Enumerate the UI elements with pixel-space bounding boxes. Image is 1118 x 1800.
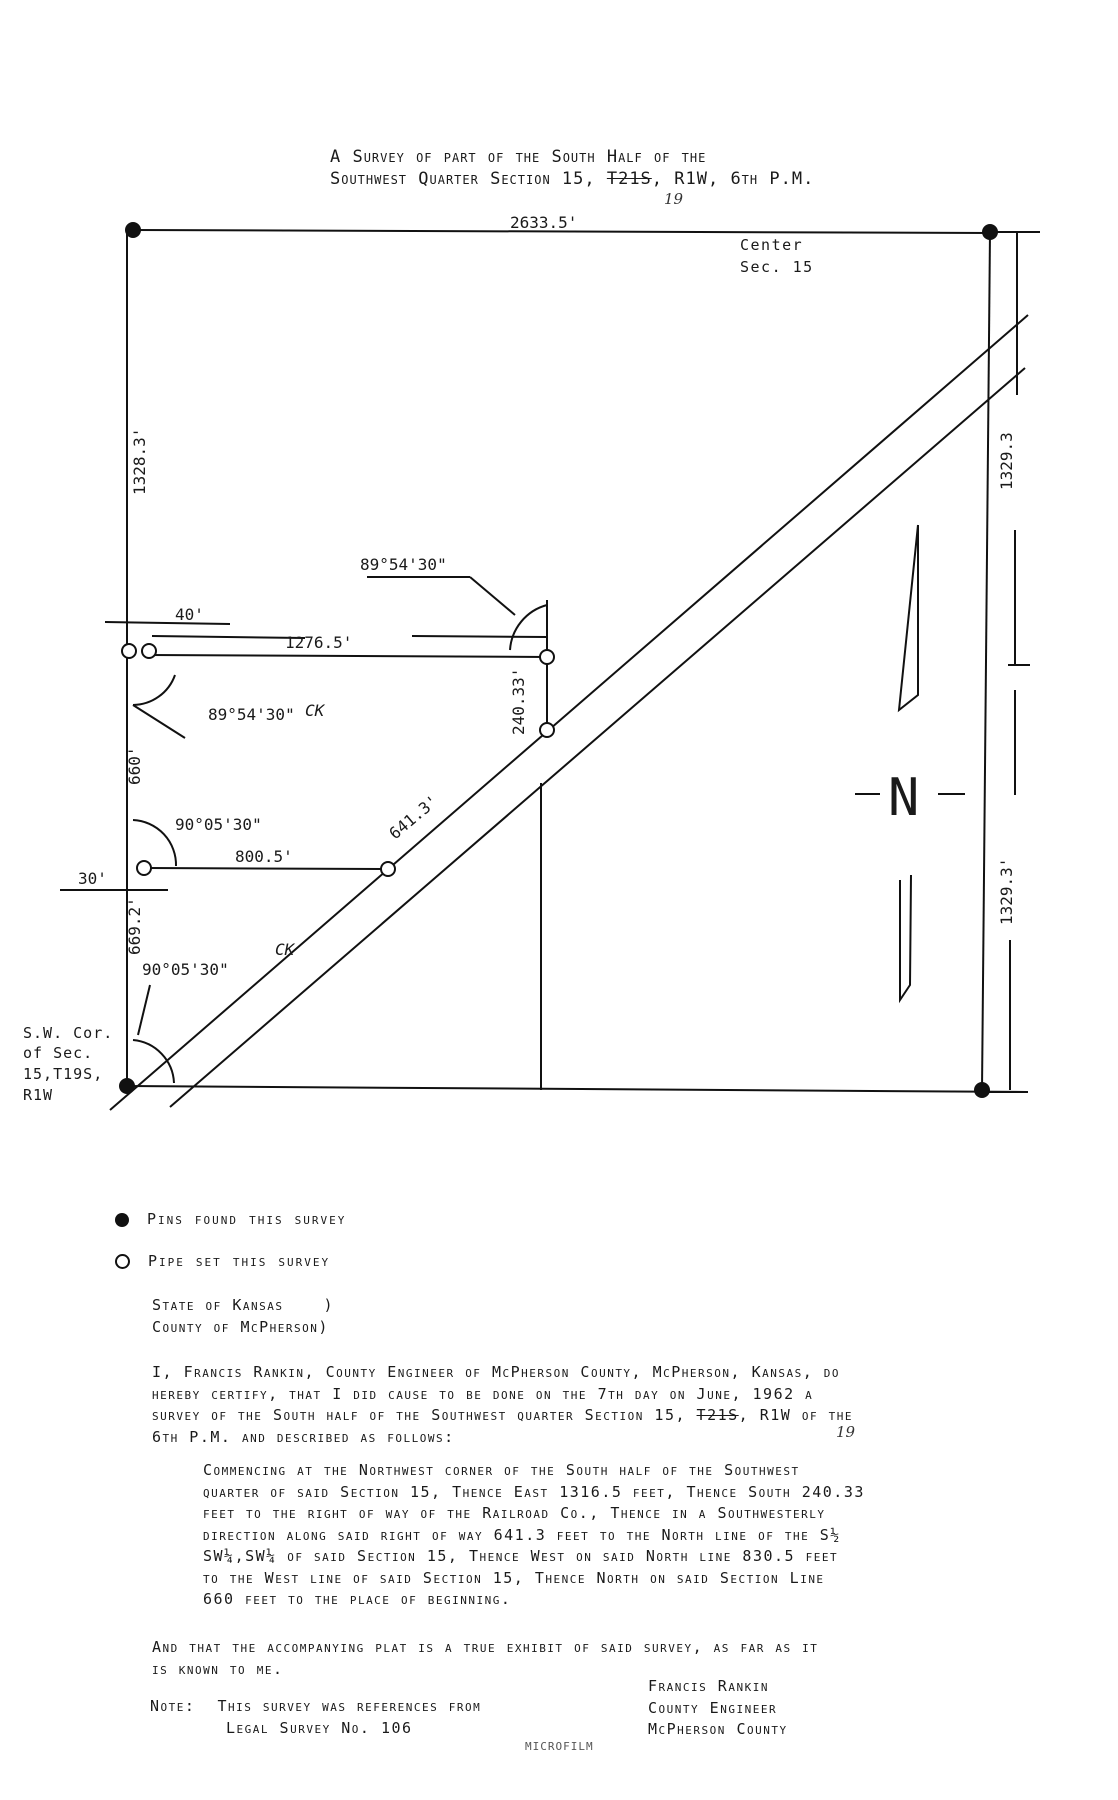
pin-se-corner [974,1082,990,1098]
signature-county: McPherson County [648,1720,788,1738]
description-line-5: SW¼,SW¼ of said Section 15, Thence West on said North line 830.5 feet [203,1547,839,1565]
pipe-s-row [381,862,395,876]
label-west-leg-lower: 669.2' [125,897,144,955]
title-line-1: A Survey of part of the South Half of the [330,147,707,167]
title-line-2-suffix: , R1W, 6th P.M. [651,169,815,189]
description-line-1: Commencing at the Northwest corner of the South half of the Southwest [203,1461,800,1479]
description-line-2: quarter of said Section 15, Thence East 1316.5 feet, Thence South 240.33 [203,1482,865,1501]
label-angle-mid: 90°05'30" [175,815,262,834]
dim-40-line [105,622,230,624]
label-north-arrow: N [888,768,920,828]
certificate-line-3a: survey of the South half of the Southwest quarter Section 15, [152,1406,697,1424]
label-west-leg-upper: 660' [125,746,144,785]
certificate-line-2 [152,1384,853,1406]
label-check-top: CK [305,701,325,720]
dim-1276-left [152,636,305,638]
note-line-1: This survey was references from [217,1697,482,1715]
pin-sw-corner [119,1078,135,1094]
closing-line-2: is known to me. [152,1659,284,1678]
label-offset-40: 40' [175,605,204,624]
north-arrow-head [899,525,918,710]
label-west-dimension: 1328.3' [130,427,149,495]
title-struck-township: T21S [606,169,652,189]
pipe-e-row [540,723,554,737]
pins-found [119,222,998,1098]
railroad-row-line-east [170,368,1025,1107]
label-east-upper: 1329.3 [997,432,1016,490]
certificate-line-2c: day on June, 1962 a [624,1384,814,1403]
tract-south-line [148,868,388,869]
label-offset-30: 30' [78,869,107,888]
label-top-dimension: 2633.5' [510,213,578,232]
angle-leader-top-left [133,705,185,738]
label-sw-corner-4: R1W [23,1086,54,1104]
certificate-line-1: I, Francis Rankin, County Engineer of McPherson County, McPherson, Kansas, do [152,1363,841,1381]
pipes-set [122,644,554,876]
note-label: Note: [150,1697,196,1715]
pipe-nw-b [142,644,156,658]
pipe-ne [540,650,554,664]
open-circle-icon [115,1254,130,1269]
pipe-nw-a [122,644,136,658]
description-block [203,1460,865,1611]
description-line-6: to the West line of said Section 15, Thence North on said Section Line [203,1568,825,1587]
label-center-2: Sec. 15 [740,258,814,276]
title-line-2-prefix: Southwest Quarter Section 15, [330,169,607,189]
angle-arc-top-left [133,675,175,705]
label-railroad-leg: 641.3' [385,791,442,844]
label-angle-top-left: 89°54'30" [208,705,295,724]
label-north-line: 1276.5' [285,633,353,652]
certificate-line-4: 6th P.M. and described as follows: [152,1427,455,1446]
closing-block [152,1637,818,1680]
title-township-correction: 19 [664,190,684,208]
tract-north-line [148,655,547,657]
angle-arc-mid [133,820,176,866]
label-sw-corner-2: of Sec. [23,1044,94,1062]
closing-line-1: And that the accompanying plat is a true exhibit of said survey, as far as it [152,1638,819,1656]
north-arrow [855,525,965,1000]
label-check-bottom: CK [275,940,295,959]
legend-pins-label: Pins found this survey [147,1210,347,1228]
legend-pins [115,1210,346,1228]
certificate-date-day: 7th [597,1384,625,1403]
label-east-lower: 1329.3' [997,857,1016,925]
label-sw-corner-3: 15,T19S, [23,1065,104,1083]
description-line-4: direction along said right of way 641.3 feet to the North line of the S½ [203,1525,841,1544]
label-south-line: 800.5' [235,847,293,866]
venue-state: State of Kansas [152,1296,284,1314]
label-sw-corner-1: S.W. Cor. [23,1024,114,1042]
south-boundary-line [127,1086,1027,1092]
venue-county: County of McPherson) [152,1317,329,1336]
microfilm-stamp: MICROFILM [525,1740,594,1753]
signature-title: County Engineer [648,1698,778,1717]
angle-leader-top-arrow [470,577,515,615]
certificate-line-2a: hereby certify, that I did cause to be done on the [152,1384,598,1403]
certificate-line-3 [152,1405,853,1427]
label-angle-bottom: 90°05'30" [142,960,229,979]
label-east-leg: 240.33' [509,667,528,735]
angle-leader-bottom [138,985,150,1035]
dim-1276-right [412,636,547,637]
north-arrow-tail [900,875,911,1000]
venue-block: State of Kansas ) County of McPherson) [152,1295,334,1338]
angle-arc-top-right [510,605,547,650]
certificate-line-3c: , R1W of the [738,1406,853,1424]
label-center-1: Center [740,236,804,254]
note-block [150,1696,481,1739]
angle-arc-bottom [133,1040,174,1083]
certificate-township-correction: 19 [836,1423,856,1441]
pin-nw-corner [125,222,141,238]
certificate-struck-township: T21S [696,1406,739,1424]
legend-pipe-label: Pipe set this survey [148,1252,331,1270]
description-line-3: feet to the right of way of the Railroad Co., Thence in a Southwesterly [203,1504,826,1522]
filled-circle-icon [115,1213,129,1227]
note-line-2: Legal Survey No. 106 [226,1718,413,1737]
pipe-sw [137,861,151,875]
label-angle-top-right: 89°54'30" [360,555,447,574]
east-boundary-line [982,232,990,1090]
certificate-block [152,1362,856,1448]
legend-pipe [115,1252,330,1270]
pin-center-section [982,224,998,240]
signature-block [648,1676,788,1741]
signature-name: Francis Rankin [648,1677,769,1695]
description-line-7: 660 feet to the place of beginning. [203,1590,512,1608]
